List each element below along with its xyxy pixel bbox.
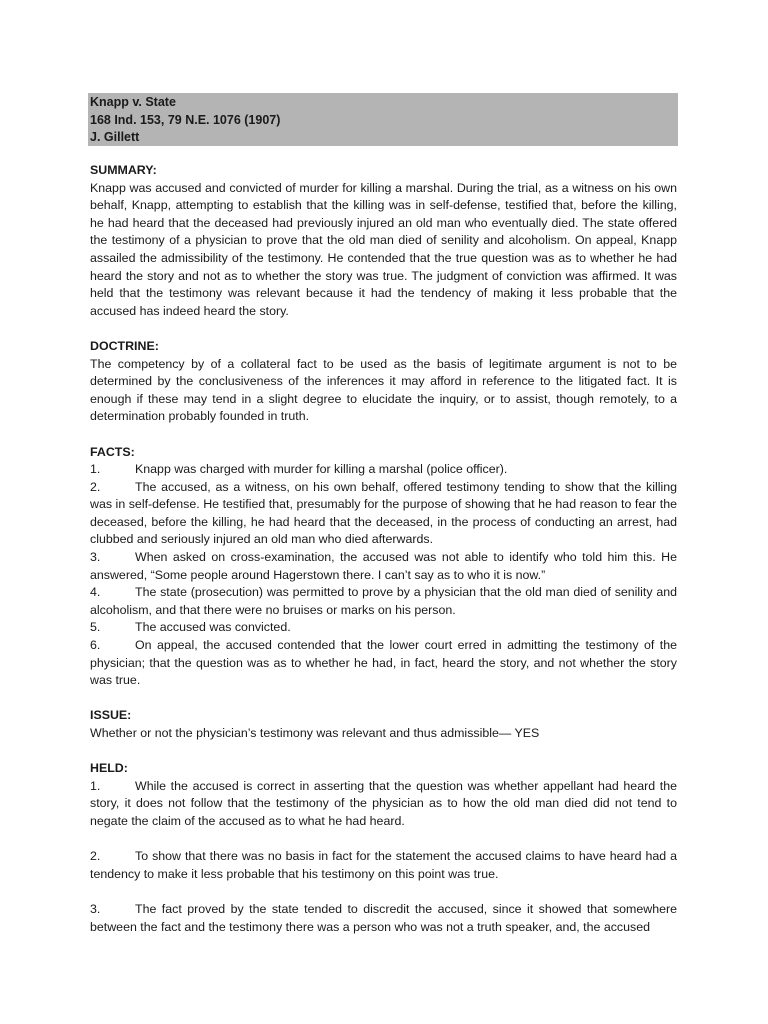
fact-text: On appeal, the accused contended that the lower court erred in admitting the testimony of the physician; that the question was as to whether he had, in fact, heard the story, and not whether the story was true.: [90, 638, 677, 688]
fact-number: 3.: [90, 550, 101, 565]
fact-text: The accused, as a witness, on his own behalf, offered testimony tending to show that the killing was in self-defense. He testified that, presumably for the purpose of showing that he had reason to fear the deceased, before the killing, he had heard that the deceased, in the process of conducting an arrest, had clubbed and seriously injured an old man who died afterwards.: [90, 479, 677, 547]
issue-text: Whether or not the physician’s testimony was relevant and thus admissible— YES: [90, 726, 540, 740]
held-text: To show that there was no basis in fact for the statement the accused claims to have heard had a tendency to make it less probable that his testimony on this point was true.: [90, 849, 677, 881]
fact-item: [90, 461, 677, 479]
fact-text: The accused was convicted.: [135, 620, 291, 635]
facts-section: [90, 444, 677, 690]
fact-number: 1.: [90, 462, 101, 477]
fact-item: [90, 637, 677, 690]
held-number: 2.: [90, 849, 101, 864]
fact-number: 5.: [90, 620, 101, 635]
fact-item: [90, 549, 677, 584]
fact-text: The state (prosecution) was permitted to prove by a physician that the old man died of senility and alcoholism, and that there were no bruises or marks on his person.: [90, 585, 677, 617]
fact-item: [90, 479, 677, 549]
held-item: [90, 778, 677, 831]
case-citation: 168 Ind. 153, 79 N.E. 1076 (1907): [90, 112, 281, 127]
held-item: [90, 848, 677, 883]
doctrine-section: [90, 338, 677, 426]
issue-section: [90, 707, 677, 742]
summary-text: Knapp was accused and convicted of murder for killing a marshal. During the trial, as a witness on his own behalf, Knapp, attempting to establish that the killing was in self-defense, testified that, before the killing, he had heard that the deceased had previously injured an old man who eventually died. The state offered the testimony of a physician to prove that the old man died of senility and alcoholism. On appeal, Knapp assailed the admissibility of the testimony. He contended that the true question was as to whether he had heard the story and not as to whether the story was true. The judgment of conviction was affirmed. It was held that the testimony was relevant because it had the tendency of making it less probable that the accused has indeed heard the story.: [90, 180, 677, 318]
fact-text: When asked on cross-examination, the accused was not able to identify who told him this. He answered, “Some people around Hagerstown there. I can’t say as to who it is now.”: [90, 550, 677, 582]
held-number: 1.: [90, 778, 101, 793]
fact-number: 4.: [90, 585, 101, 600]
document-body: [90, 162, 677, 936]
held-heading: HELD:: [90, 761, 128, 776]
held-text: While the accused is correct in asserting that the question was whether appellant had heard the story, it does not follow that the testimony of the physician as to how the old man died did not tend to negate the claim of the accused as to what he had heard.: [90, 778, 677, 828]
summary-heading: SUMMARY:: [90, 163, 157, 177]
held-number: 3.: [90, 901, 101, 916]
held-text: The fact proved by the state tended to discredit the accused, since it showed that somewhere between the fact and the testimony there was a person who was not a truth speaker, and, the accused: [90, 901, 677, 934]
fact-text: Knapp was charged with murder for killing a marshal (police officer).: [135, 462, 508, 477]
held-item: [90, 901, 677, 936]
case-header: [88, 93, 678, 146]
fact-item: [90, 619, 677, 637]
case-name: Knapp v. State: [90, 95, 176, 109]
issue-heading: ISSUE:: [90, 708, 132, 723]
doctrine-heading: DOCTRINE:: [90, 338, 159, 353]
summary-section: [90, 162, 677, 320]
doctrine-text: The competency by of a collateral fact to be used as the basis of legitimate argument is not to be determined by the conclusiveness of the inferences it may afford in reference to the litigated fact. It is enough if these may tend in a slight degree to elucidate the inquiry, or to assist, though remotely, to a determination probably founded in truth.: [90, 356, 677, 424]
fact-number: 6.: [90, 638, 101, 653]
fact-item: [90, 584, 677, 619]
facts-heading: FACTS:: [90, 444, 135, 459]
fact-number: 2.: [90, 479, 101, 494]
held-section: [90, 760, 677, 936]
case-judge: J. Gillett: [90, 130, 140, 144]
